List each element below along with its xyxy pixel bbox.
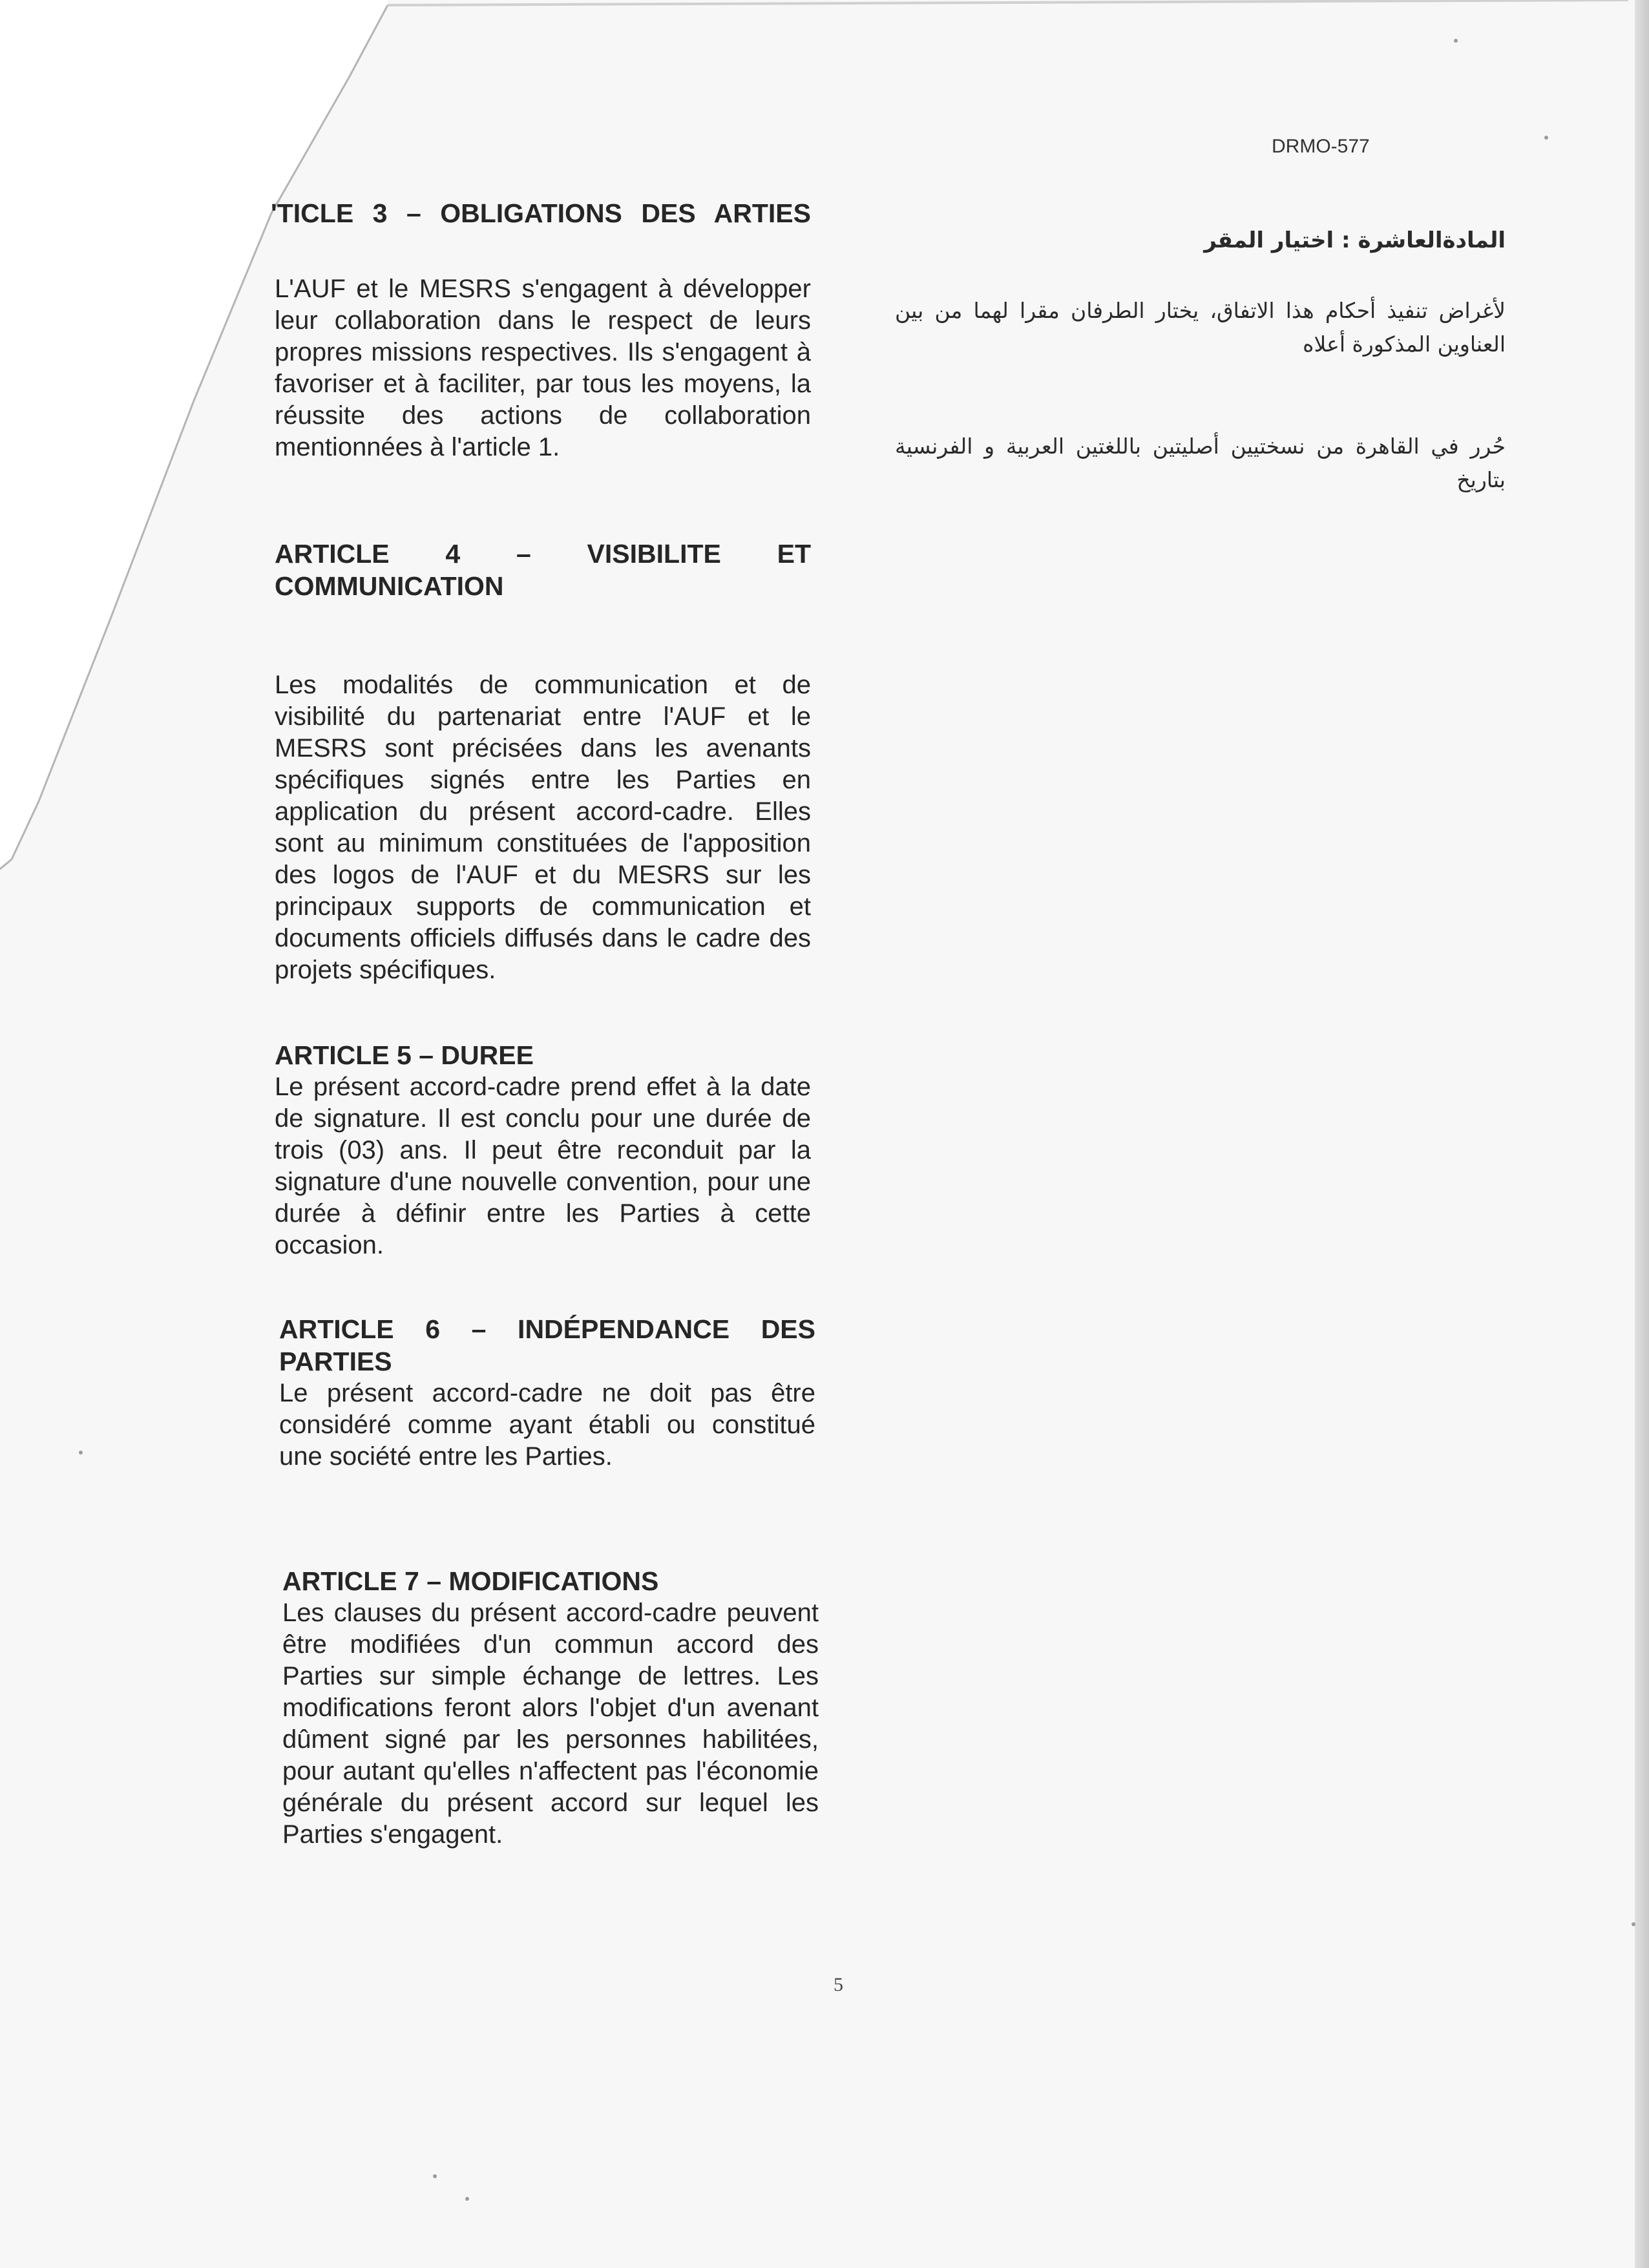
scan-right-border bbox=[1635, 0, 1649, 2268]
document-reference-code: DRMO-577 bbox=[1272, 136, 1370, 157]
article-4-body: Les modalités de communication et de visibilité du partenariat entre l'AUF et le MESRS sont précisées dans les avenants spécifiques signés entre les Parties en application du présent accord-cadre. Elles sont au minimum constituées de l'apposition des logos de l'AUF et du MESRS sur les principaux supports de communication et documents officiels diffusés dans le cadre des projets spécifiques. bbox=[275, 671, 811, 984]
scan-speck bbox=[1544, 136, 1548, 140]
arabic-article-title: المادةالعاشرة : اختيار المقر bbox=[1204, 227, 1506, 253]
scan-speck bbox=[1454, 39, 1458, 43]
article-5 bbox=[275, 1039, 811, 1261]
page-number: 5 bbox=[834, 1974, 843, 1995]
arabic-paragraph-1: لأغراض تنفيذ أحكام هذا الاتفاق، يختار الطرفان مقرا لهما من بين العناوين المذكورة أعلاه bbox=[895, 298, 1506, 357]
article-7 bbox=[282, 1565, 819, 1851]
scan-speck bbox=[433, 2174, 437, 2178]
article-3 bbox=[271, 197, 811, 463]
article-7-body: Les clauses du présent accord-cadre peuvent être modifiées d'un commun accord des Parties sur simple échange de lettres. Les modifications feront alors l'objet d'un avenant dûment signé par les personnes habilitées, pour autant qu'elles n'affectent pas l'économie générale du présent accord sur lequel les Parties s'engagent. bbox=[282, 1599, 819, 1849]
article-6-body: Le présent accord-cadre ne doit pas être considéré comme ayant établi ou constitué une société entre les Parties. bbox=[279, 1379, 815, 1471]
arabic-paragraph-2: حُرر في القاهرة من نسختيين أصليتين باللغتين العربية و الفرنسية بتاريخ bbox=[895, 434, 1506, 492]
article-4-heading: ARTICLE 4 – VISIBILITE ET COMMUNICATION bbox=[275, 539, 811, 601]
article-3-body: L'AUF et le MESRS s'engagent à développer leur collaboration dans le respect de leurs propres missions respectives. Ils s'engagent à favoriser et à faciliter, par tous les moyens, la réussite des actions de collaboration mentionnées à l'article 1. bbox=[275, 275, 811, 461]
article-3-heading: 'TICLE 3 – OBLIGATIONS DES ARTIES bbox=[271, 198, 811, 228]
article-4 bbox=[275, 538, 811, 986]
scan-speck bbox=[79, 1451, 83, 1454]
scan-speck bbox=[1632, 1922, 1635, 1926]
scan-speck bbox=[465, 2197, 469, 2201]
article-5-heading: ARTICLE 5 – DUREE bbox=[275, 1040, 534, 1070]
article-5-body: Le présent accord-cadre prend effet à la date de signature. Il est conclu pour une durée de trois (03) ans. Il peut être reconduit par la signature d'une nouvelle convention, pour une durée à définir entre les Parties à cette occasion. bbox=[275, 1073, 811, 1259]
article-6-heading: ARTICLE 6 – INDÉPENDANCE DES PARTIES bbox=[279, 1314, 815, 1376]
article-7-heading: ARTICLE 7 – MODIFICATIONS bbox=[282, 1566, 659, 1596]
article-6 bbox=[279, 1313, 815, 1473]
